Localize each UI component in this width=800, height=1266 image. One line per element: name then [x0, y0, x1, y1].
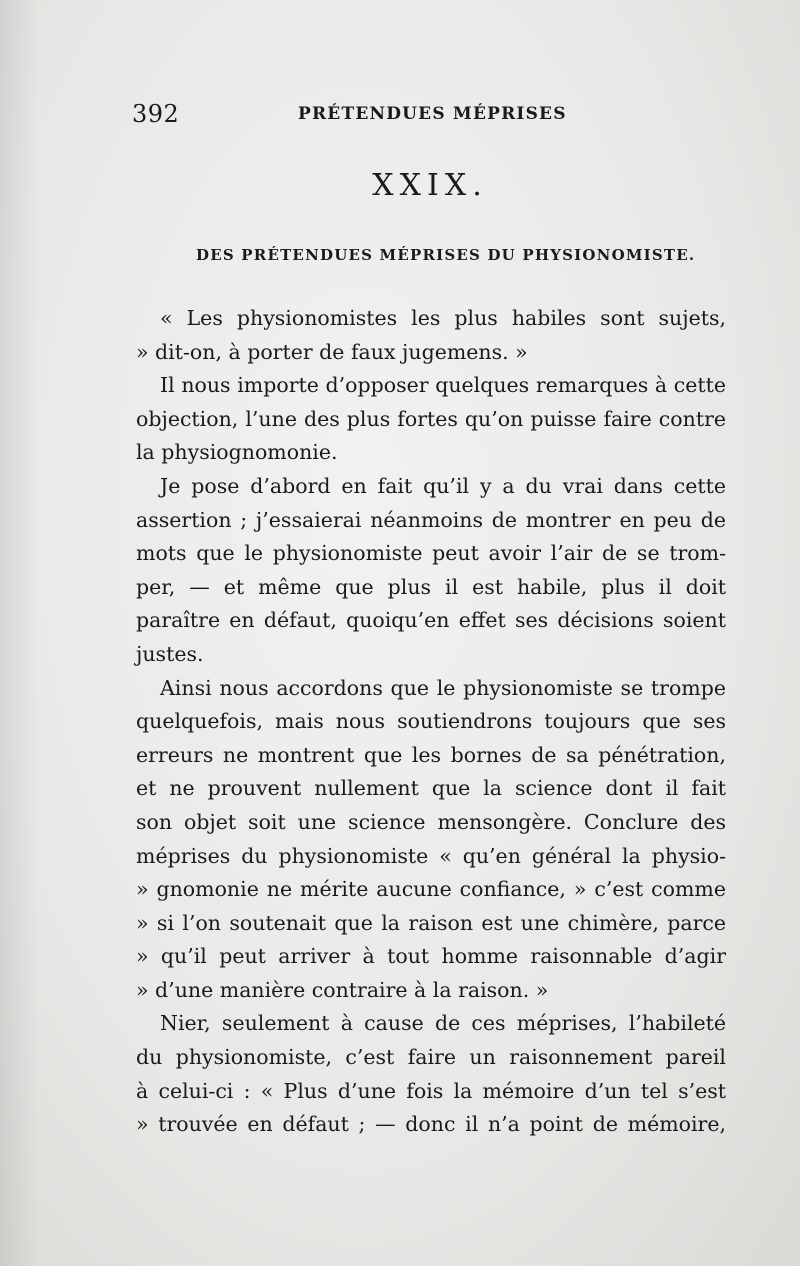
text-line: mots que le physionomiste peut avoir l’air de se trom- — [136, 541, 726, 566]
text-line: méprises du physionomiste « qu’en général la physio- — [136, 843, 726, 868]
text-line: » d’une manière contraire à la raison. » — [136, 977, 549, 1002]
text-line: Je pose d’abord en fait qu’il y a du vrai dans cette — [160, 473, 726, 498]
text-line: » si l’on soutenait que la raison est une chimère, parce — [136, 910, 726, 935]
text-line: per, — et même que plus il est habile, plus il doit — [136, 574, 726, 599]
text-line: objection, l’une des plus fortes qu’on puisse faire contre — [136, 406, 726, 431]
text-line: du physionomiste, c’est faire un raisonnement pareil — [136, 1045, 726, 1070]
chapter-title: DES PRÉTENDUES MÉPRISES DU PHYSIONOMISTE. — [196, 246, 696, 264]
text-line: la physiognomonie. — [136, 440, 338, 465]
text-line: quelquefois, mais nous soutiendrons toujours que ses — [136, 709, 726, 734]
text-line: et ne prouvent nullement que la science dont il fait — [136, 776, 726, 801]
chapter-number: XXIX. — [372, 168, 488, 203]
text-line: » gnomonie ne mérite aucune confiance, » c’est comme — [136, 877, 726, 902]
text-line: assertion ; j’essaierai néanmoins de montrer en peu de — [136, 507, 726, 532]
text-line: à celui-ci : « Plus d’une fois la mémoire d’un tel s’est — [136, 1078, 726, 1103]
text-line: erreurs ne montrent que les bornes de sa pénétration, — [136, 742, 726, 767]
body-text — [136, 302, 726, 1142]
text-line: paraître en défaut, quoiqu’en effet ses décisions soient — [136, 608, 726, 633]
running-head: PRÉTENDUES MÉPRISES — [298, 104, 567, 124]
text-line: » qu’il peut arriver à tout homme raisonnable d’agir — [136, 944, 726, 969]
text-line: Il nous importe d’opposer quelques remarques à cette — [160, 373, 726, 398]
text-line: justes. — [136, 641, 204, 666]
text-line: Nier, seulement à cause de ces méprises, l’habileté — [160, 1011, 726, 1036]
text-line: » trouvée en défaut ; — donc il n’a point de mémoire, — [136, 1112, 726, 1137]
text-line: » dit-on, à porter de faux jugemens. » — [136, 339, 528, 364]
text-line: son objet soit une science mensongère. Conclure des — [136, 809, 726, 834]
text-line: « Les physionomistes les plus habiles sont sujets, — [160, 306, 726, 330]
text-line: Ainsi nous accordons que le physionomiste se trompe — [160, 675, 726, 700]
page-number: 392 — [132, 100, 180, 128]
